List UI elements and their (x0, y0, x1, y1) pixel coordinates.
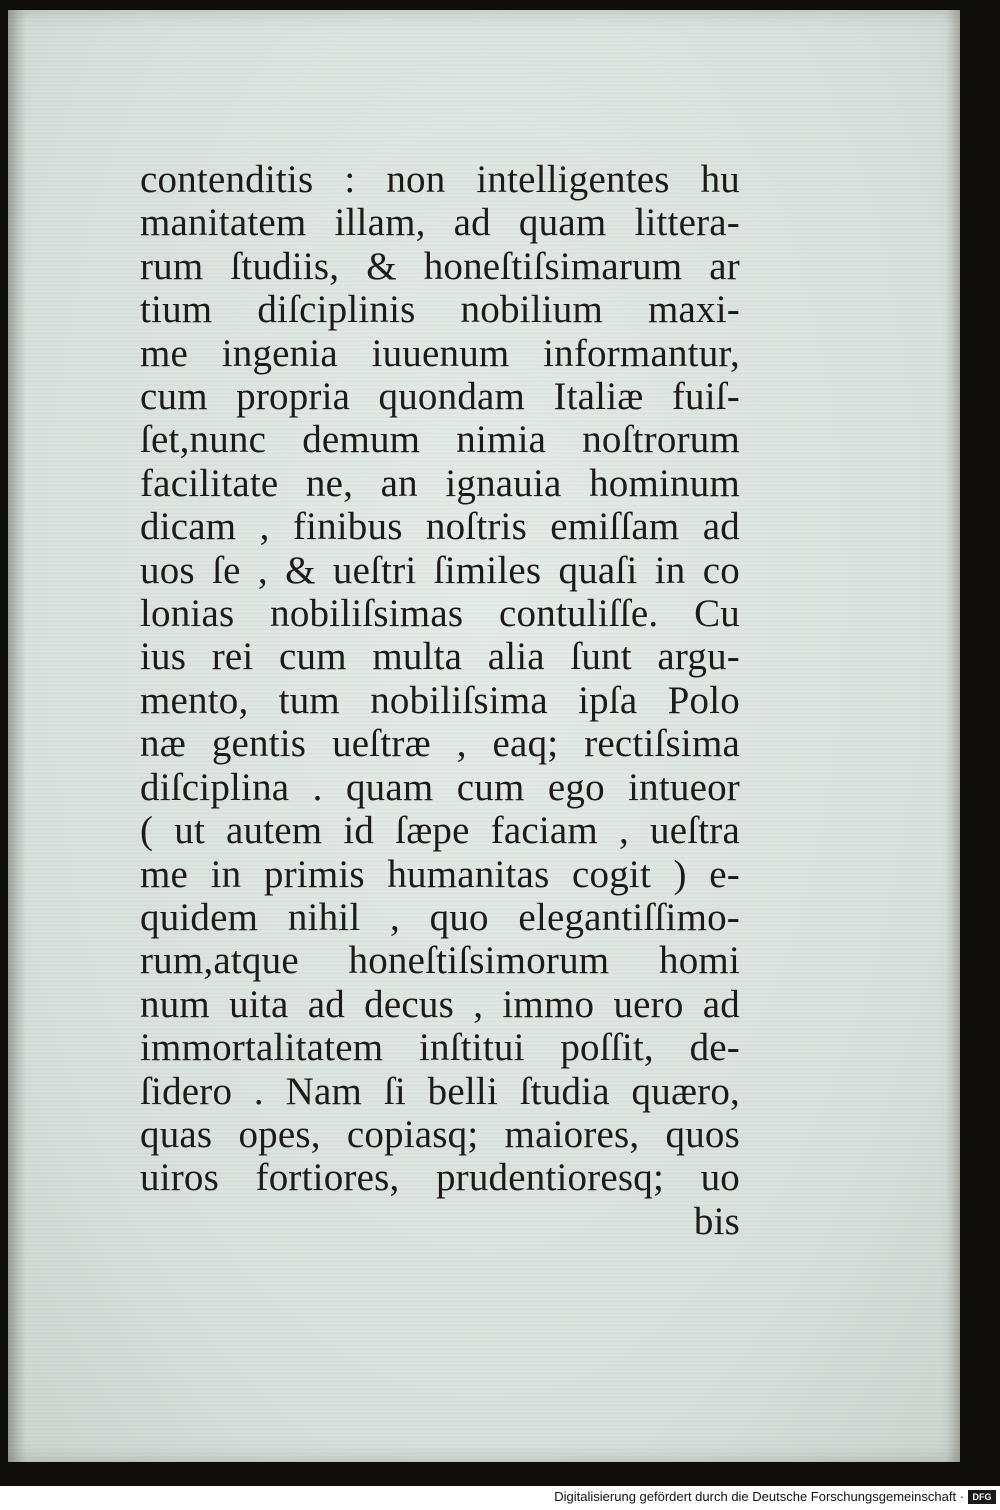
book-page (8, 10, 960, 1462)
text-line: quas opes, copiasq; maiores, quos (140, 1112, 740, 1156)
text-line: diſciplina . quam cum ego intueor (140, 765, 740, 809)
text-line: rum,atque honeſtiſsimorum homi (140, 939, 740, 983)
text-line: immortalitatem inſtitui poſſit, de- (140, 1026, 740, 1070)
text-line: facilitate ne, an ignauia hominum (140, 461, 740, 505)
text-line: me in primis humanitas cogit ) e- (140, 852, 740, 896)
text-line: mento, tum nobiliſsima ipſa Polo (140, 678, 740, 722)
text-line: cum propria quondam Italiæ fuiſ- (140, 375, 740, 419)
text-line: quidem nihil , quo elegantiſſimo- (140, 895, 740, 939)
text-line: ſidero . Nam ſi belli ſtudia quæro, (140, 1069, 740, 1113)
text-line: tium diſciplinis nobilium maxi- (140, 288, 740, 332)
text-line: ius rei cum multa alia ſunt argu- (140, 635, 740, 679)
text-line: dicam , finibus noſtris emiſſam ad (140, 505, 740, 549)
text-line: ſet,nunc demum nimia noſtrorum (140, 418, 740, 462)
dfg-logo-icon: DFG (968, 1490, 996, 1504)
page-edge-shadow (946, 10, 960, 1462)
text-line: num uita ad decus , immo uero ad (140, 982, 740, 1026)
footer-credit: Digitalisierung gefördert durch die Deutsche Forschungsgemeinschaft · (554, 1489, 964, 1504)
text-line: contenditis : non intelligentes hu (140, 158, 740, 201)
page-gutter-shadow (8, 10, 26, 1462)
text-line: uiros fortiores, prudentioresq; uo (140, 1156, 740, 1200)
catchword: bis (693, 1199, 740, 1243)
text-line: uos ſe , & ueſtri ſimiles quaſi in co (140, 548, 740, 592)
latin-text-block (140, 158, 740, 1243)
text-line: næ gentis ueſtræ , eaq; rectiſsima (140, 722, 740, 766)
text-line: me ingenia iuuenum informantur, (140, 331, 740, 375)
text-line: manitatem illam, ad quam littera- (140, 201, 740, 245)
text-line: lonias nobiliſsimas contuliſſe. Cu (140, 592, 740, 636)
digitization-footer (0, 1486, 1000, 1510)
text-line: rum ſtudiis, & honeſtiſsimarum ar (140, 244, 740, 288)
text-line: ( ut autem id ſæpe faciam , ueſtra (140, 809, 740, 853)
